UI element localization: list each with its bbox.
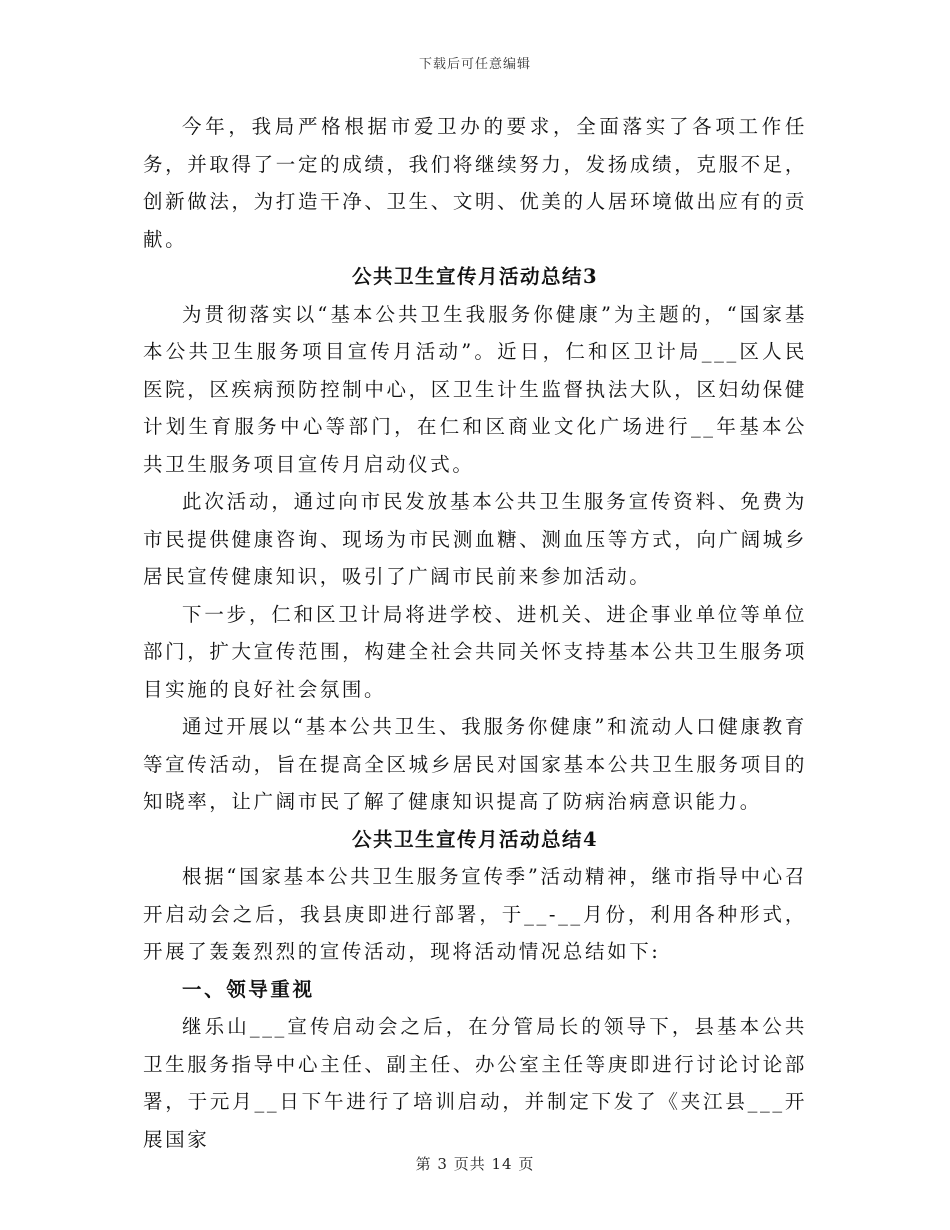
paragraph: 根据“国家基本公共卫生服务宣传季”活动精神，继市指导中心召开启动会之后，我县庚即进行部署，于__-__月份，利用各种形式，开展了轰轰烈烈的宣传活动，现将活动情况总结如下: xyxy=(143,865,807,963)
paragraph: 继乐山___宣传启动会之后，在分管局长的领导下，县基本公共卫生服务指导中心主任、副主任、办公室主任等庚即进行讨论讨论部署，于元月__日下午进行了培训启动，并制定下发了《夹江县___开展国家 xyxy=(143,1015,807,1151)
document-body xyxy=(143,108,807,1158)
subsection-heading: 一、领导重视 xyxy=(182,977,315,1001)
page-header: 下载后可任意编辑 xyxy=(418,57,531,72)
paragraph: 此次活动，通过向市民发放基本公共卫生服务宣传资料、免费为市民提供健康咨询、现场为市民测血糖、测血压等方式，向广阔城乡居民宣传健康知识，吸引了广阔市民前来参加活动。 xyxy=(143,490,807,588)
paragraph: 下一步，仁和区卫计局将进学校、进机关、进企事业单位等单位部门，扩大宣传范围，构建全社会共同关怀支持基本公共卫生服务项目实施的良好社会氛围。 xyxy=(143,602,807,701)
section-title: 公共卫生宣传月活动总结3 xyxy=(351,265,599,288)
paragraph: 今年，我局严格根据市爱卫办的要求，全面落实了各项工作任务，并取得了一定的成绩，我们将继续努力，发扬成绩，克服不足，创新做法，为打造干净、卫生、文明、优美的人居环境做出应有的贡献。 xyxy=(143,115,807,251)
page-number: 第 3 页共 14 页 xyxy=(415,1155,535,1173)
paragraph: 通过开展以“基本公共卫生、我服务你健康”和流动人口健康教育等宣传活动，旨在提高全区城乡居民对国家基本公共卫生服务项目的知晓率，让广阔市民了解了健康知识提高了防病治病意识能力。 xyxy=(143,715,807,813)
paragraph: 为贯彻落实以“基本公共卫生我服务你健康”为主题的，“国家基本公共卫生服务项目宣传月活动”。近日，仁和区卫计局___区人民医院，区疾病预防控制中心，区卫生计生监督执法大队，区妇幼保健计划生育服务中心等部门，在仁和区商业文化广场进行__年基本公共卫生服务项目宣传月启动仪式。 xyxy=(143,302,807,476)
section-title: 公共卫生宣传月活动总结4 xyxy=(351,827,599,851)
